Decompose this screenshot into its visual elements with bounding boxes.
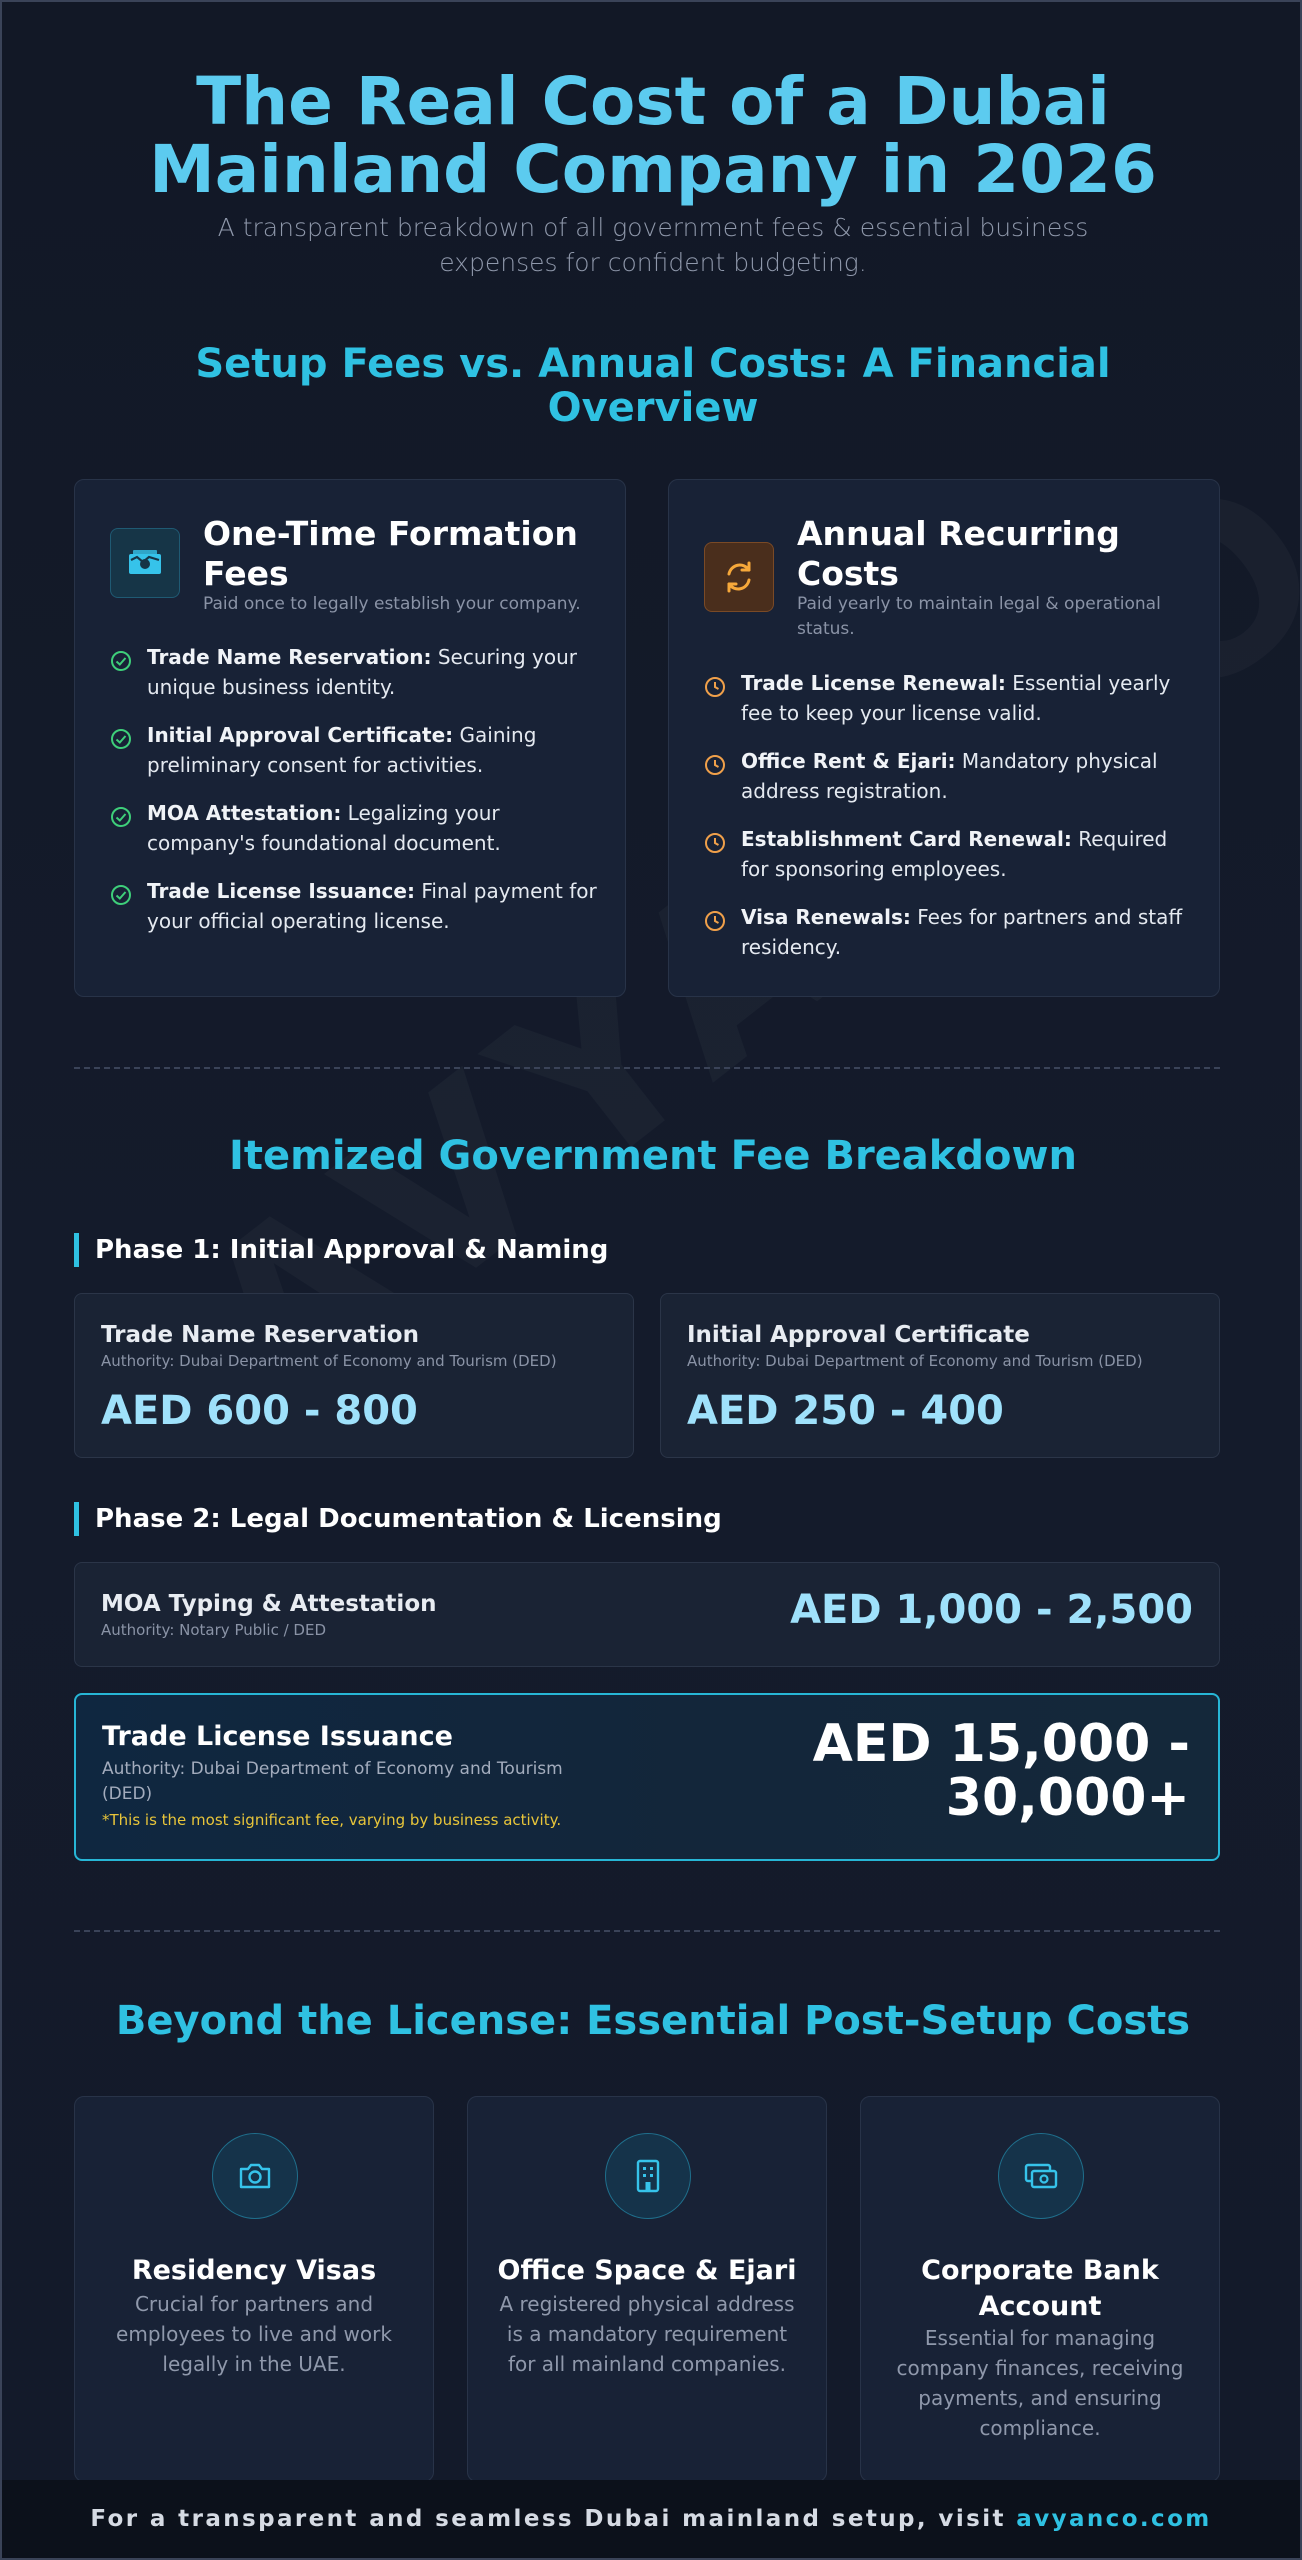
list-item: [147, 876, 607, 936]
list-item-text-cont: address registration.: [741, 779, 948, 803]
fee-name: Trade Name Reservation: [101, 1322, 419, 1348]
list-item-text-cont: residency.: [741, 935, 842, 959]
list-item-text: Legalizing your: [341, 801, 500, 825]
fee-amount: AED 1,000 - 2,500: [790, 1587, 1193, 1633]
recurring-title-line-1: Annual Recurring: [797, 514, 1120, 553]
list-item: [147, 720, 607, 780]
fee-authority: [102, 1757, 563, 1807]
camera-icon: [212, 2133, 298, 2219]
refresh-icon: [704, 542, 774, 612]
formation-card-title: [203, 514, 578, 594]
fee-authority: Authority: Notary Public / DED: [101, 1621, 326, 1639]
formation-card-subtitle: Paid once to legally establish your company.: [203, 594, 581, 614]
post-card-description: [85, 2289, 423, 2379]
overview-section-title: [2, 342, 1302, 430]
formation-title-line-2: Fees: [203, 554, 289, 593]
footer-text: For a transparent and seamless Dubai mainland setup, visit: [90, 2506, 1017, 2532]
list-item-text: Essential yearly: [1005, 671, 1171, 695]
recurring-subtitle-line-2: status.: [797, 619, 855, 639]
check-circle-icon: [110, 884, 132, 906]
list-item-text-cont: your official operating license.: [147, 909, 450, 933]
clock-icon: [704, 910, 726, 932]
post-card-title-line-1: Corporate Bank: [921, 2255, 1159, 2286]
post-card-description-line: Essential for managing: [924, 2326, 1156, 2350]
post-card-title-line-2: Account: [978, 2291, 1102, 2322]
post-card-description-line: legally in the UAE.: [162, 2352, 346, 2376]
list-item-term: Visa Renewals:: [741, 905, 911, 929]
post-card-title: Residency Visas: [131, 2255, 377, 2286]
overview-title-line-2: Overview: [547, 385, 759, 431]
list-item-text-cont: company's foundational document.: [147, 831, 501, 855]
fee-card-moa: [74, 1562, 1220, 1667]
recurring-subtitle-line-1: Paid yearly to maintain legal & operational: [797, 594, 1161, 614]
page-title: [2, 63, 1302, 208]
post-card-title: Office Space & Ejari: [497, 2255, 797, 2286]
list-item-text-cont: fee to keep your license valid.: [741, 701, 1042, 725]
list-item: [147, 798, 607, 858]
section-divider: [74, 1930, 1220, 1932]
fee-amount-line-2: 30,000+: [945, 1768, 1190, 1828]
list-item-term: Trade Name Reservation:: [147, 645, 432, 669]
list-item-text: Gaining: [453, 723, 537, 747]
fee-name: Initial Approval Certificate: [687, 1322, 1030, 1348]
page-title-line-1: The Real Cost of a Dubai: [196, 63, 1110, 140]
fee-authority: Authority: Dubai Department of Economy and Tourism (DED): [687, 1352, 1143, 1370]
fee-card-initial-approval: [660, 1293, 1220, 1458]
list-item-term: Trade License Issuance:: [147, 879, 415, 903]
phase-1-heading: Phase 1: Initial Approval & Naming: [74, 1233, 608, 1267]
page-subtitle-line-1: A transparent breakdown of all government fees & essential business: [217, 213, 1089, 242]
fee-authority-line-1: Authority: Dubai Department of Economy and Tourism: [102, 1759, 563, 1779]
recurring-card-subtitle: [797, 592, 1161, 642]
recurring-title-line-2: Costs: [797, 554, 899, 593]
recurring-card-title: [797, 514, 1120, 594]
fee-amount-line-1: AED 15,000 -: [812, 1714, 1190, 1774]
list-item-text: Mandatory physical: [955, 749, 1158, 773]
list-item-text-cont: unique business identity.: [147, 675, 396, 699]
bank-cash-icon: [998, 2133, 1084, 2219]
list-item: [741, 902, 1201, 962]
overview-title-line-1: Setup Fees vs. Annual Costs: A Financial: [195, 341, 1111, 387]
post-card-title: [861, 2253, 1219, 2325]
list-item-term: MOA Attestation:: [147, 801, 342, 825]
post-card-description-line: is a mandatory requirement: [506, 2322, 788, 2346]
post-card-description-line: for all mainland companies.: [507, 2352, 787, 2376]
list-item-term: Trade License Renewal:: [741, 671, 1006, 695]
list-item-text-cont: preliminary consent for activities.: [147, 753, 484, 777]
footer-banner: [2, 2480, 1300, 2558]
list-item-term: Initial Approval Certificate:: [147, 723, 454, 747]
page-subtitle: [172, 210, 1134, 280]
list-item-text: Securing your: [431, 645, 577, 669]
post-card-description-line: payments, and ensuring: [918, 2386, 1162, 2410]
fee-amount: AED 250 - 400: [687, 1388, 1004, 1434]
clock-icon: [704, 832, 726, 854]
fee-name: Trade License Issuance: [102, 1721, 453, 1752]
list-item-text: Final payment for: [414, 879, 597, 903]
post-card-corporate-bank: [860, 2096, 1220, 2482]
post-card-description-line: A registered physical address: [499, 2292, 795, 2316]
list-item: [741, 824, 1201, 884]
fee-amount: AED 600 - 800: [101, 1388, 418, 1434]
fee-card-trade-license-highlight: [74, 1693, 1220, 1861]
list-item-text: Fees for partners and staff: [910, 905, 1183, 929]
clock-icon: [704, 754, 726, 776]
list-item: [741, 668, 1201, 728]
recurring-costs-card: [668, 479, 1220, 997]
check-circle-icon: [110, 806, 132, 828]
breakdown-section-title: Itemized Government Fee Breakdown: [229, 1133, 1077, 1179]
list-item: [741, 746, 1201, 806]
fee-amount: [812, 1714, 1190, 1828]
list-item-term: Office Rent & Ejari:: [741, 749, 956, 773]
fee-name: MOA Typing & Attestation: [101, 1591, 437, 1617]
fee-note: *This is the most significant fee, varying by business activity.: [102, 1811, 562, 1829]
section-divider: [74, 1067, 1220, 1069]
page-title-line-2: Mainland Company in 2026: [149, 131, 1157, 208]
post-card-description-line: compliance.: [979, 2416, 1101, 2440]
list-item-text-cont: for sponsoring employees.: [741, 857, 1007, 881]
fee-authority: Authority: Dubai Department of Economy and Tourism (DED): [101, 1352, 557, 1370]
formation-title-line-1: One-Time Formation: [203, 514, 578, 553]
post-card-description-line: Crucial for partners and: [134, 2292, 374, 2316]
fee-card-trade-name: [74, 1293, 634, 1458]
check-circle-icon: [110, 728, 132, 750]
post-card-description-line: company finances, receiving: [896, 2356, 1184, 2380]
footer-website-link[interactable]: avyanco.com: [1016, 2506, 1212, 2532]
post-card-residency-visas: [74, 2096, 434, 2482]
fee-authority-line-2: (DED): [102, 1784, 153, 1804]
check-circle-icon: [110, 650, 132, 672]
building-icon: [605, 2133, 691, 2219]
list-item: [147, 642, 607, 702]
post-card-description: [871, 2323, 1209, 2443]
post-card-description-line: employees to live and work: [116, 2322, 392, 2346]
post-card-office-space: [467, 2096, 827, 2482]
post-card-description: [478, 2289, 816, 2379]
money-icon: [110, 528, 180, 598]
formation-fees-card: [74, 479, 626, 997]
post-setup-section-title: Beyond the License: Essential Post-Setup Costs: [115, 1998, 1191, 2044]
phase-2-heading: Phase 2: Legal Documentation & Licensing: [74, 1502, 722, 1536]
clock-icon: [704, 676, 726, 698]
list-item-term: Establishment Card Renewal:: [741, 827, 1072, 851]
page-subtitle-line-2: expenses for confident budgeting.: [439, 248, 867, 277]
list-item-text: Required: [1071, 827, 1168, 851]
